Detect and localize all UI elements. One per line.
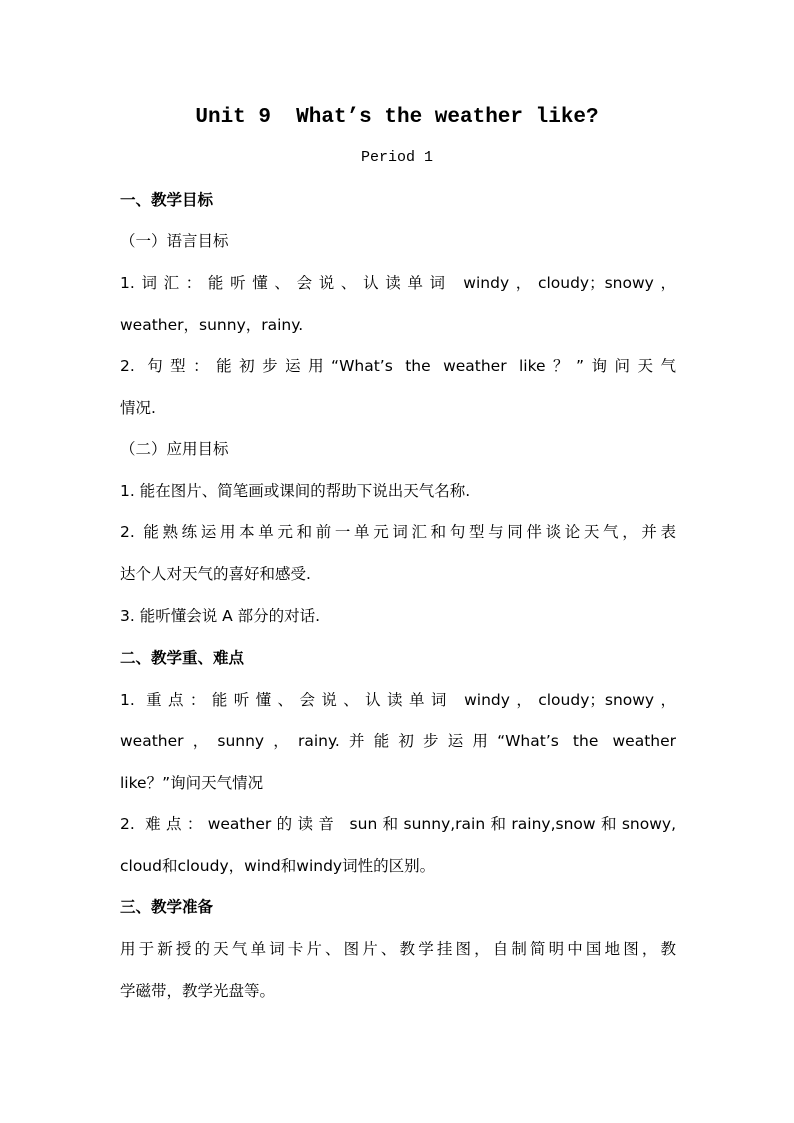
paragraph-line: 1. 能在图片、简笔画或课间的帮助下说出天气名称.: [120, 482, 471, 500]
section-heading-key-points: 二、教学重、难点: [120, 649, 245, 667]
paragraph-line: 学磁带，教学光盘等。: [120, 982, 276, 1000]
paragraph-line: 2. 句型：能初步运用“What’s the weather like？”询问天气: [120, 357, 676, 375]
document-subtitle: Period 1: [360, 149, 433, 166]
paragraph-line: 情况.: [120, 399, 156, 417]
subsection-heading-language-objectives: （一）语言目标: [120, 232, 229, 250]
section-heading-teaching-preparation: 三、教学准备: [120, 898, 214, 916]
paragraph-line: like？”询问天气情况: [120, 774, 264, 792]
paragraph-line: 1.词汇：能听懂、会说、认读单词 windy，cloudy；snowy，: [120, 274, 676, 292]
paragraph-line: weather，sunny，rainy.: [120, 316, 304, 334]
paragraph-line: 达个人对天气的喜好和感受.: [120, 565, 311, 583]
paragraph-line: 2. 能熟练运用本单元和前一单元词汇和句型与同伴谈论天气，并表: [120, 523, 676, 541]
paragraph-line: 用于新授的天气单词卡片、图片、教学挂图，自制简明中国地图，教: [120, 940, 676, 958]
paragraph-line: weather，sunny，rainy.并能初步运用“What’s the weather: [120, 732, 676, 750]
paragraph-line: cloud和cloudy，wind和windy词性的区别。: [120, 857, 436, 875]
section-heading-teaching-objectives: 一、教学目标: [120, 191, 214, 209]
paragraph-line: 3. 能听懂会说 A 部分的对话.: [120, 607, 321, 625]
subsection-heading-application-objectives: （二）应用目标: [120, 440, 229, 458]
paragraph-line: 2. 难点：weather的读音 sun和sunny,rain和rainy,snow和snowy,: [120, 815, 676, 833]
document-title: Unit 9 What’s the weather like?: [195, 106, 599, 129]
paragraph-line: 1. 重点：能听懂、会说、认读单词 windy，cloudy；snowy，: [120, 691, 676, 709]
